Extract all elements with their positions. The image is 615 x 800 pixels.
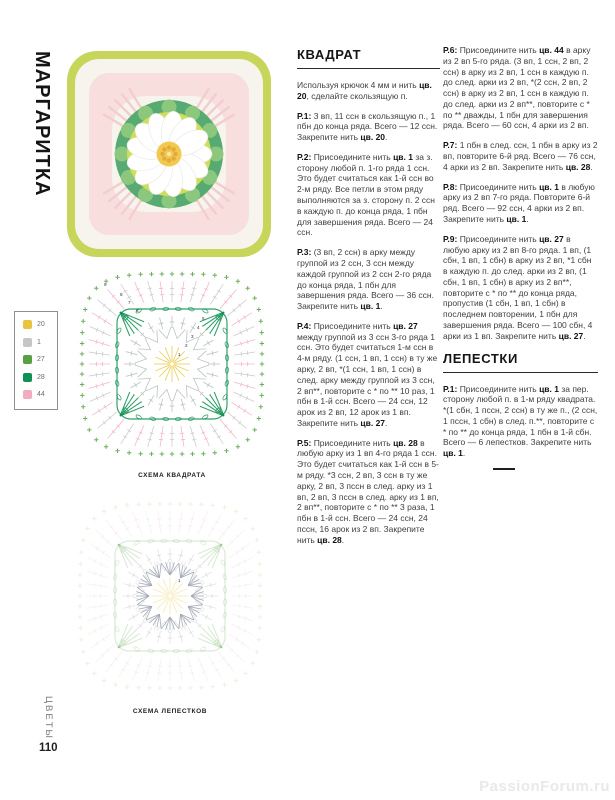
petals-chart-diagram bbox=[72, 496, 268, 696]
color-swatch bbox=[23, 338, 32, 347]
granny-square-photo bbox=[66, 50, 274, 260]
color-code: 44 bbox=[37, 391, 45, 398]
color-swatch bbox=[23, 390, 32, 399]
pattern-title-vertical: МАРГАРИТКА bbox=[31, 51, 53, 197]
instruction-paragraph: Р.6: Присоедините нить цв. 44 в арку из 2 вп 5-го ряда. (3 вп, 1 ссн, 2 вп, 2 ссн) в арку из 2 вп, 1 ссн в каждую п. до след. арки из 2 вп, *(2 ссн, 2 вп, 2 ссн) в арку из 2 вп, 1 ссн в каждую п. до след. арки из 2 вп**, повторите с * по ** дважды, 1 пбн для завершения ряда. Всего — 60 ссн, 4 арки из 2 вп. bbox=[443, 45, 591, 131]
svg-text:9: 9 bbox=[104, 282, 107, 287]
text-column-left bbox=[297, 45, 440, 554]
legend-item bbox=[23, 355, 57, 364]
color-code: 20 bbox=[37, 321, 45, 328]
color-swatch bbox=[23, 373, 32, 382]
instruction-paragraph: Р.3: (3 вп, 2 ссн) в арку между группой из 2 ссн, 3 ссн между каждой группой из 2 ссн 2-го ряда до конца ряда, 1 пбн для завершения ряда. Всего — 36 ссн. Закрепите нить цв. 1. bbox=[297, 247, 434, 312]
instruction-paragraph: Р.7: 1 пбн в след. ссн, 1 пбн в арку из 2 вп, повторите 6-й ряд. Всего — 76 ссн, 4 арки из 2 вп. Закрепите нить цв. 28. bbox=[443, 140, 598, 172]
legend-item bbox=[23, 320, 57, 329]
svg-text:2: 2 bbox=[185, 343, 188, 348]
instruction-paragraph: Р.2: Присоедините нить цв. 1 за з. сторону любой п. 1-го ряда 1 ссн. Это будет считаться как 1-й ссн во 2-м ряду. Все петли в этом ряду выполняются за з. сторону п. 2 ссн в каждую п. до конца ряда, 1 пбн для завершения ряда. Всего — 24 ссн. bbox=[297, 151, 435, 238]
svg-text:4: 4 bbox=[197, 325, 200, 330]
instruction-paragraph: Р.1: 3 вп, 11 ссн в скользящую п., 1 пбн до конца ряда. Всего — 12 ссн. Закрепите нить цв. 20. bbox=[297, 110, 438, 143]
instruction-paragraph: Р.9: Присоедините нить цв. 27 в любую арку из 2 вп 8-го ряда. 1 вп, (1 сбн, 1 вп, 1 сбн) в арку из 2 вп, *1 сбн в каждую п. до след. арки из 2 вп, (1 сбн, 1 вп, 1 сбн) в арку из 2 вп**, повторите с * по ** до конца ряда, пропустив (1 сбн, 1 вп, 1 сбн) в последнем повторении, 1 пбн для завершения ряда. Всего — 100 сбн, 4 арки из 1 вп. Закрепите нить цв. 27. bbox=[443, 233, 593, 341]
section-title: КВАДРАТ bbox=[297, 47, 440, 69]
square-chart-diagram bbox=[74, 266, 270, 462]
svg-text:8: 8 bbox=[120, 292, 123, 297]
color-code: 27 bbox=[37, 356, 45, 363]
instruction-paragraph: Р.5: Присоедините нить цв. 28 в любую арку из 1 вп 4-го ряда 1 ссн. Это будет считаться как 1-й ссн в 5-м ряду. *3 ссн, 2 вп, 3 ссн в ту же арку, 2 вп, 3 пссн в след. арку из 1 вп, 2 вп, 3 пссн в след. арку из 1 вп, 2 вп**, повторите с * по ** 3 раза, 1 пбн в 1-й ссн. Всего — 24 ссн, 24 пссн, 16 арок из 2 вп. Закрепите нить цв. 28. bbox=[297, 437, 439, 545]
instruction-paragraph: Р.1: Присоедините нить цв. 1 за пер. сторону любой п. в 1-м ряду квадрата. *(1 сбн, 1 пссн, 2 ссн) в ту же п., (2 ссн, 1 пссн, 1 сбн) в след. п.**, повторите с * по ** до конца ряда, 1 пбн в 1-й сбн. Всего — 6 лепестков. Закрепите нить цв. 1. bbox=[443, 383, 598, 459]
petals-chart-caption: СХЕМА ЛЕПЕСТКОВ bbox=[132, 708, 208, 715]
color-code: 28 bbox=[37, 373, 45, 381]
end-of-pattern-dash bbox=[493, 468, 515, 470]
color-code: 1 bbox=[37, 338, 41, 346]
svg-text:3: 3 bbox=[191, 334, 194, 339]
legend-item bbox=[23, 338, 57, 347]
svg-text:1: 1 bbox=[178, 578, 181, 583]
square-chart-caption: СХЕМА КВАДРАТА bbox=[138, 472, 206, 479]
color-swatch bbox=[23, 355, 32, 364]
text-column-right bbox=[443, 45, 598, 470]
instruction-paragraph: Используя крючок 4 мм и нить цв. 20, сделайте скользящую п. bbox=[297, 80, 432, 101]
section-title: ЛЕПЕСТКИ bbox=[443, 351, 598, 373]
instruction-paragraph: Р.4: Присоедините нить цв. 27 между группой из 3 ссн 3-го ряда 1 ссн. Это будет считаться 1-м ссн в 4-м ряду. (1 ссн, 1 вп, 1 ссн) в ту же арку, 2 вп, *(1 ссн, 1 вп, 1 ссн) в след. арку между группой из 3 ссн, 2 вп**, повторите с * по ** 10 раз, 1 пбн в 1-й ссн. Всего — 24 ссн, 12 арок из 2 вп, 12 арок из 1 вп. Закрепите нить цв. 27. bbox=[297, 320, 438, 428]
page-number: 110 bbox=[39, 742, 58, 754]
section-label-vertical: ЦВЕТЫ bbox=[43, 696, 54, 740]
watermark-text: PassionForum.ru bbox=[479, 778, 610, 795]
legend-item bbox=[23, 373, 57, 382]
svg-text:7: 7 bbox=[128, 300, 131, 305]
legend-item bbox=[23, 390, 57, 399]
svg-text:1: 1 bbox=[178, 352, 181, 357]
color-swatch bbox=[23, 320, 32, 329]
instruction-paragraph: Р.8: Присоедините нить цв. 1 в любую арку из 2 вп 7-го ряда. Повторите 6-й ряд. Всего — 92 ссн, 4 арки из 2 вп. Закрепите нить цв. 1. bbox=[443, 181, 595, 224]
svg-text:5: 5 bbox=[202, 316, 205, 321]
yarn-color-legend bbox=[14, 311, 58, 410]
svg-text:6: 6 bbox=[136, 308, 139, 313]
